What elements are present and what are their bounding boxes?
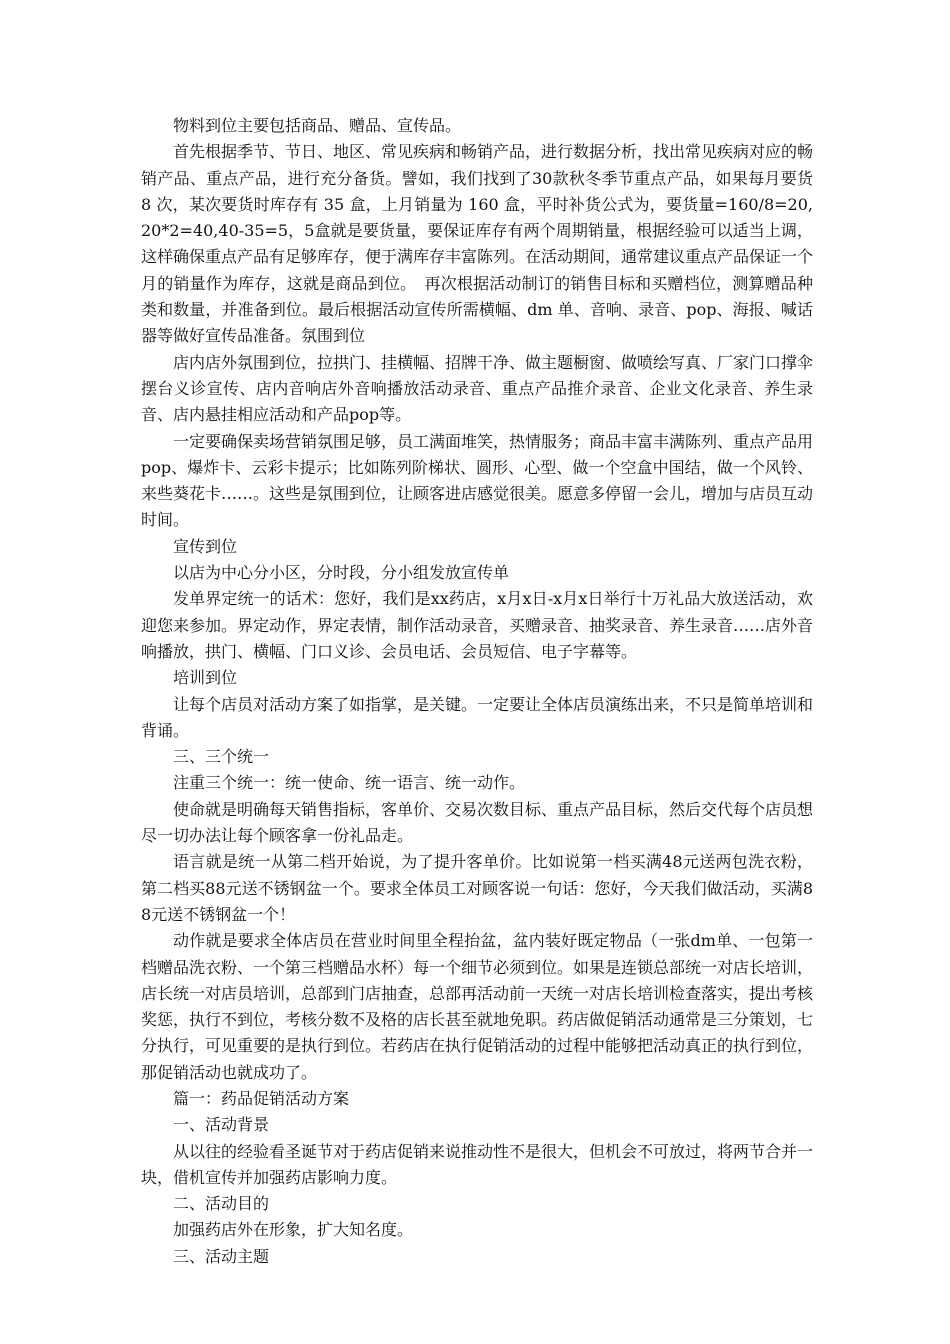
paragraph-training: 让每个店员对活动方案了如指掌，是关键。一定要让全体店员演练出来，不只是简单培训和背诵。 bbox=[141, 694, 814, 740]
heading-purpose: 二、活动目的 bbox=[173, 1194, 270, 1214]
paragraph-action: 动作就是要求全体店员在营业时间里全程抬盆，盆内装好既定物品（一张dm单、一包第一档赠品洗衣粉、一个第三档赠品水杯）每一个细节必须到位。如果是连锁总部统一对店长培训，店长统一对店员培训，总部到门店抽查，总部再活动前一天统一对店长培训检查落实，提出考核奖惩，执行不到位，考核分数不及格的店长甚至就地免职。药店做促销活动通常是三分策划，七分执行，可见重要的是执行到位。若药店在执行促销活动的过程中能够把活动真正的执行到位，那促销活动也就成功了。 bbox=[141, 931, 814, 1082]
paragraph-language: 语言就是统一从第二档开始说，为了提升客单价。比如说第一档买满48元送两包洗衣粉，第二档买88元送不锈钢盆一个。要求全体员工对顾客说一句话：您好，今天我们做活动，买满88元送不锈钢盆一个！ bbox=[141, 852, 813, 924]
heading-theme: 三、活动主题 bbox=[173, 1246, 270, 1266]
paragraph-flyer-zones: 以店为中心分小区，分时段，分小组发放宣传单 bbox=[173, 563, 510, 583]
heading-training: 培训到位 bbox=[173, 668, 238, 688]
heading-chapter-one: 篇一：药品促销活动方案 bbox=[173, 1088, 350, 1108]
paragraph-store-atmosphere: 店内店外氛围到位，拉拱门、挂横幅、招牌干净、做主题橱窗、做喷绘写真、厂家门口撑伞摆台义诊宣传、店内音响店外音响播放活动录音、重点产品推介录音、企业文化录音、养生录音、店内悬挂相应活动和产品pop等。 bbox=[141, 352, 814, 425]
paragraph-sales-atmosphere: 一定要确保卖场营销氛围足够，员工满面堆笑，热情服务；商品丰富丰满陈列、重点产品用 pop、爆炸卡、云彩卡提示；比如陈列阶梯状、圆形、心型、做一个空盒中国结，做一个风铃、来些葵花卡……。这些是氛围到位，让顾客进店感觉很美。愿意多停留一会儿，增加与店员互动时间。 bbox=[141, 431, 814, 530]
paragraph-materials: 物料到位主要包括商品、赠品、宣传品。 bbox=[173, 116, 462, 135]
paragraph-background: 从以往的经验看圣诞节对于药店促销来说推动性不是很大，但机会不可放过，将两节合并一块，借机宣传并加强药店影响力度。 bbox=[141, 1141, 814, 1187]
paragraph-mission: 使命就是明确每天销售指标，客单价、交易次数目标、重点产品目标，然后交代每个店员想尽一切办法让每个顾客拿一份礼品走。 bbox=[141, 799, 814, 846]
paragraph-flyer-script: 发单界定统一的话术：您好，我们是xx药店，x月x日-x月x日举行十万礼品大放送活动，欢迎您来参加。界定动作，界定表情，制作活动录音，买赠录音、抽奖录音、养生录音……店外音响播放，拱门、横幅、门口义诊、会员电话、会员短信、电子字幕等。 bbox=[141, 589, 814, 661]
heading-three-unities: 三、三个统一 bbox=[173, 747, 270, 767]
paragraph-stock-planning: 首先根据季节、节日、地区、常见疾病和畅销产品，进行数据分析，找出常见疾病对应的畅销产品、重点产品，进行充分备货。譬如，我们找到了30款秋冬季节重点产品，如果每月要货 8 次，某次要货时库存有 35 盒，上月销量为 160 盒，平时补货公式为，要货量=160/8=20,20*2=40,40-35=5，5盒就是要货量，要保证库存有两个周期销量，根据经验可以适当上调，这样确保重点产品有足够库存，便于满库存丰富陈列。在活动期间，通常建议重点产品保证一个月的销量作为库存，这就是商品到位。 再次根据活动制订的销售目标和买赠档位，测算赠品种类和数量，并准备到位。最后根据活动宣传所需横幅、dm 单、音响、录音、pop、海报、喊话器等做好宣传品准备。氛围到位 bbox=[141, 142, 814, 346]
heading-promotion: 宣传到位 bbox=[173, 536, 238, 556]
paragraph-purpose: 加强药店外在形象，扩大知名度。 bbox=[173, 1220, 414, 1240]
paragraph-three-unities: 注重三个统一：统一使命、统一语言、统一动作。 bbox=[173, 773, 526, 793]
document-body bbox=[141, 113, 813, 1270]
heading-background: 一、活动背景 bbox=[173, 1115, 270, 1135]
